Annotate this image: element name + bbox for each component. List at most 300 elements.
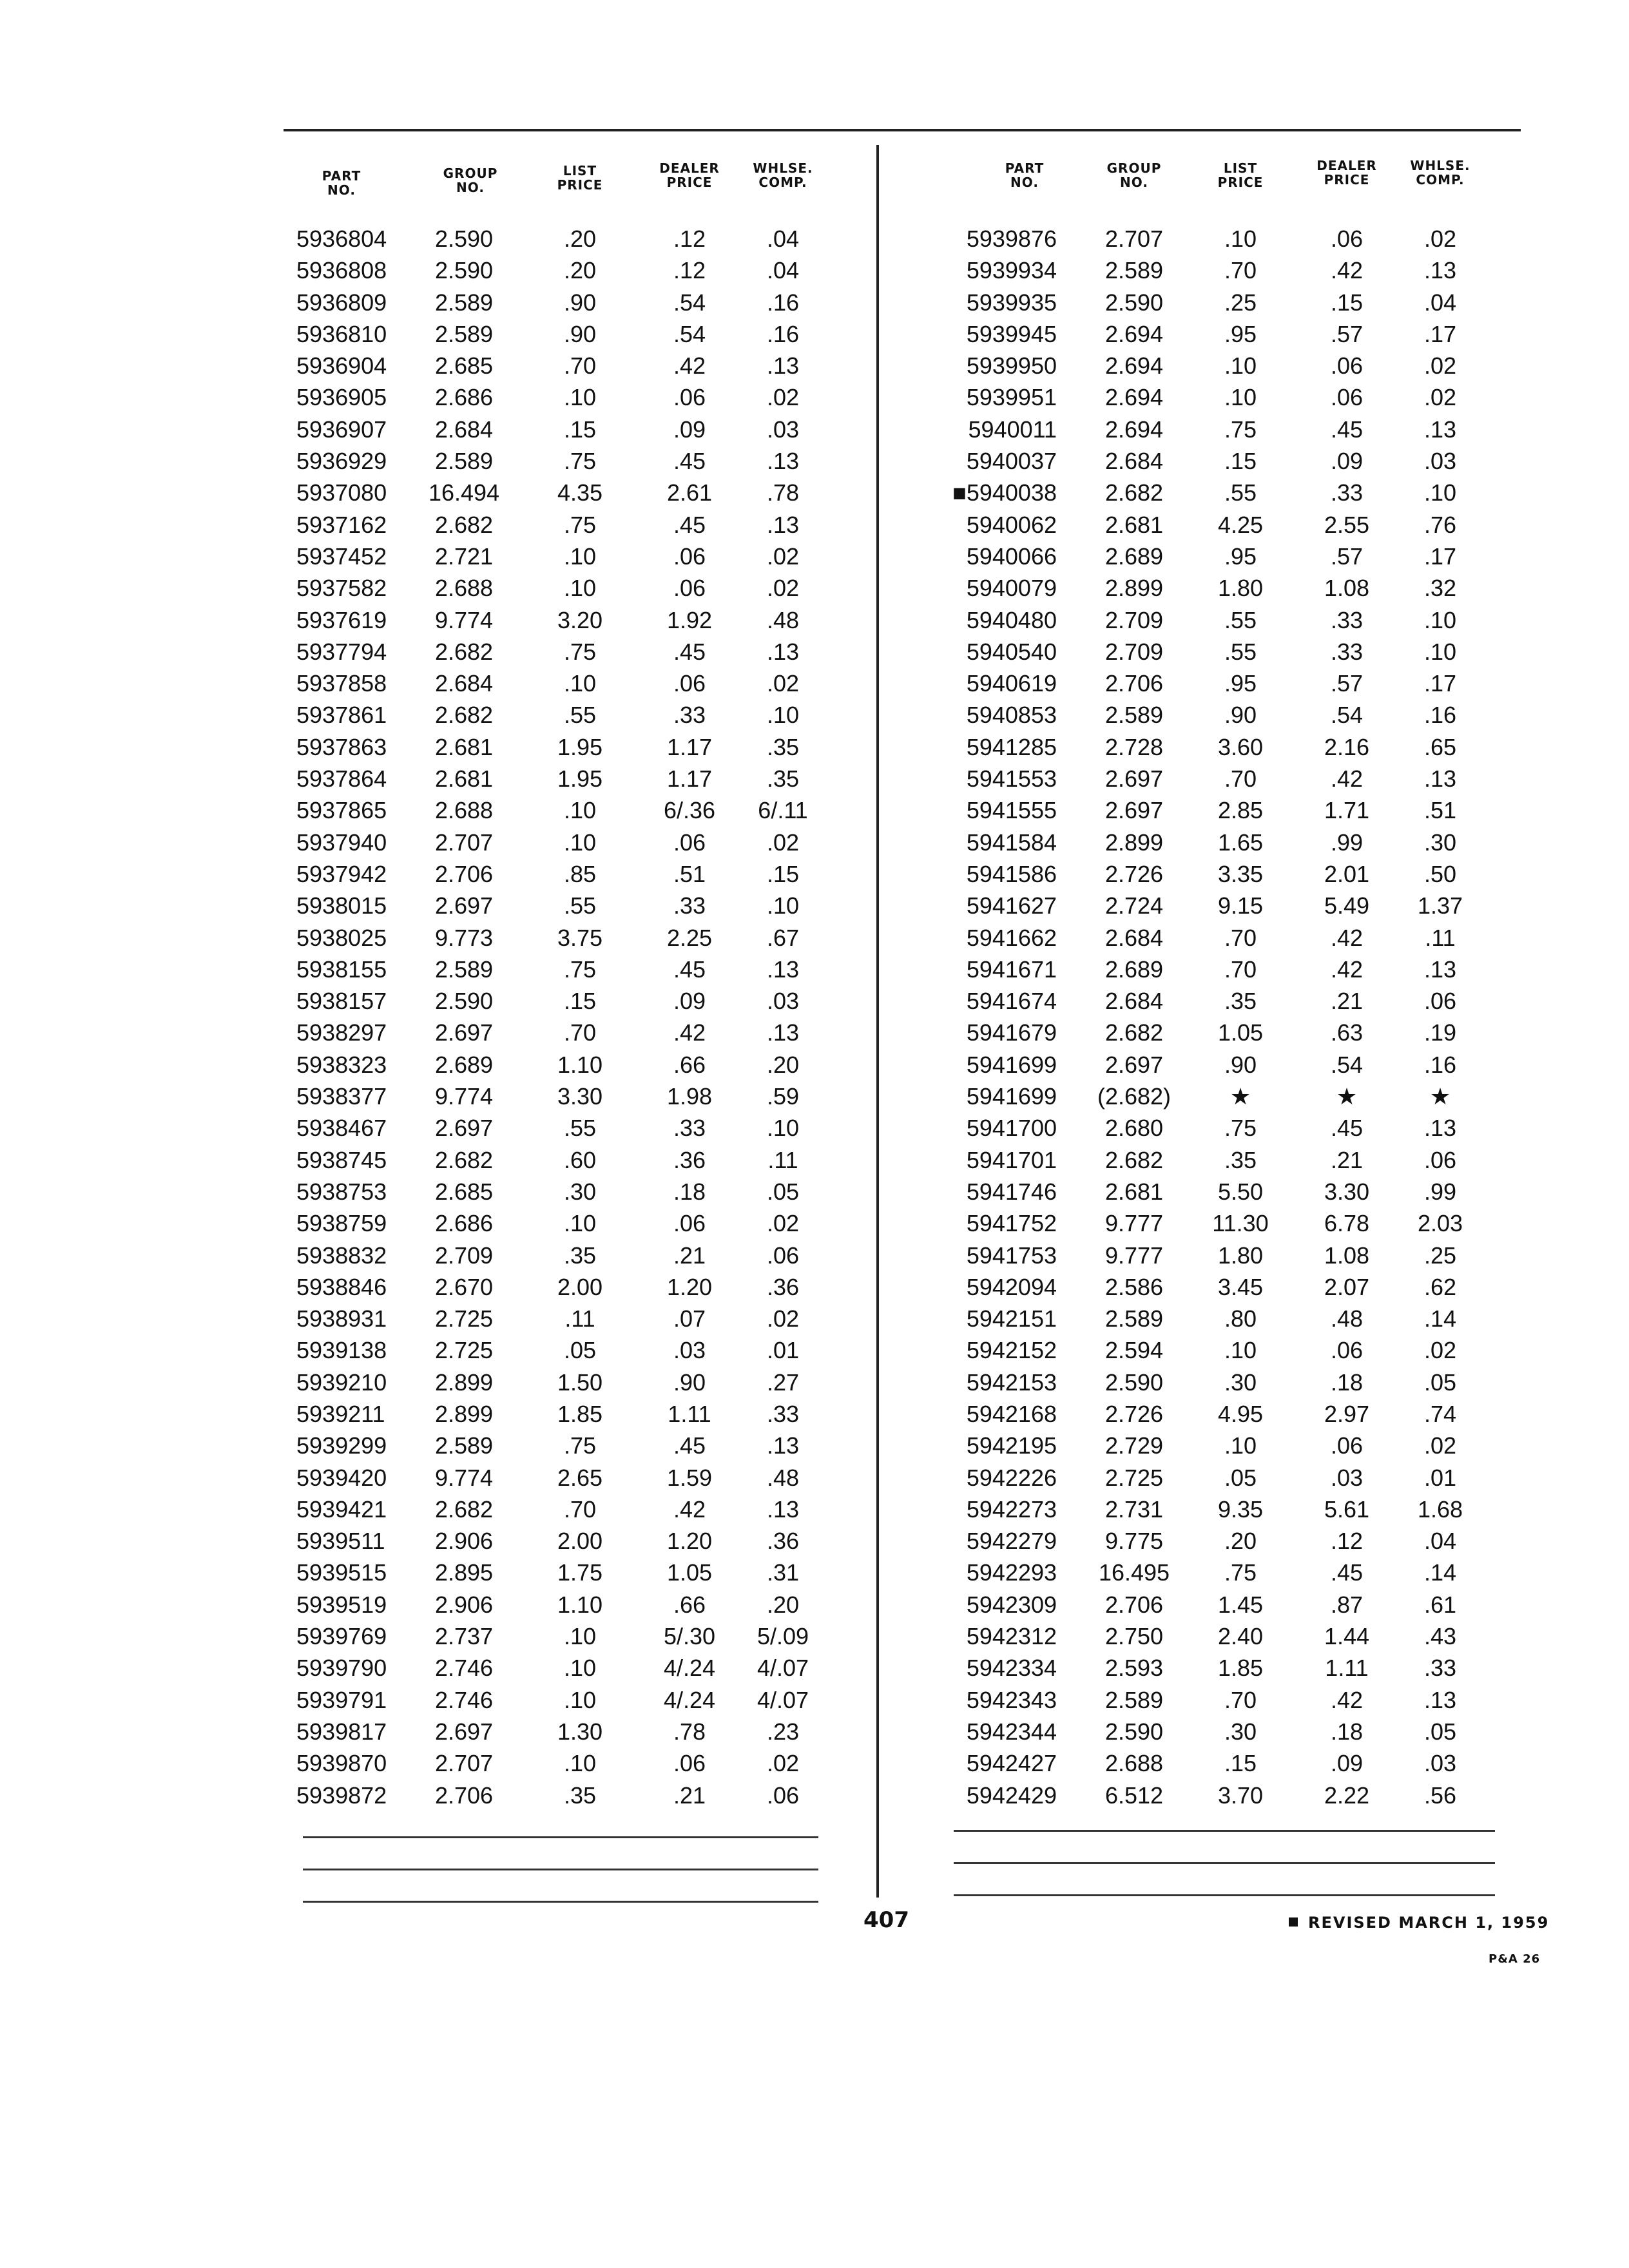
group-no-cell: 2.728 xyxy=(1104,733,1164,760)
part-no-cell: 5938759 xyxy=(296,1210,387,1237)
part-no-cell: 5938931 xyxy=(296,1305,387,1332)
table-row xyxy=(296,1462,825,1494)
table-body xyxy=(941,223,1495,1811)
table-row xyxy=(296,287,825,318)
group-no-cell: 2.682 xyxy=(434,638,494,665)
part-no-cell: 5942153 xyxy=(966,1369,1057,1396)
dealer-price-cell: .63 xyxy=(1330,1019,1364,1046)
list-price-cell: .55 xyxy=(1224,606,1257,633)
dealer-price-cell: 1.08 xyxy=(1324,1242,1370,1269)
group-no-cell: 2.586 xyxy=(1104,1273,1164,1300)
group-no-cell: 2.684 xyxy=(1104,924,1164,951)
list-price-cell: ★ xyxy=(1229,1083,1251,1110)
group-no-cell: 2.681 xyxy=(434,733,494,760)
list-price-cell: 11.30 xyxy=(1212,1210,1269,1237)
whlse-comp-cell: 6/.11 xyxy=(758,797,808,824)
group-no-cell: 2.746 xyxy=(434,1686,494,1713)
part-no-cell: 5942195 xyxy=(966,1432,1057,1459)
group-no-cell: 2.670 xyxy=(434,1273,494,1300)
group-no-cell: 2.729 xyxy=(1104,1432,1164,1459)
group-no-cell: 9.775 xyxy=(1104,1528,1164,1555)
whlse-comp-cell: .13 xyxy=(766,638,800,665)
list-price-cell: .10 xyxy=(1224,352,1257,380)
whlse-comp-cell: .13 xyxy=(1423,1686,1457,1713)
page-code: P&A 26 xyxy=(1489,1952,1541,1966)
group-no-cell: 2.682 xyxy=(434,702,494,729)
whlse-comp-cell: .02 xyxy=(766,575,800,602)
header-list-price: LIST PRICE xyxy=(557,163,603,193)
dealer-price-cell: .06 xyxy=(1330,226,1364,252)
whlse-comp-cell: 2.03 xyxy=(1417,1210,1463,1237)
part-no-cell: 5941752 xyxy=(966,1210,1057,1237)
table-row xyxy=(296,1684,825,1716)
dealer-price-cell: 2.22 xyxy=(1324,1782,1370,1809)
dealer-price-cell: .36 xyxy=(673,1146,706,1173)
part-no-cell: 5937858 xyxy=(296,670,387,697)
group-no-cell: 2.688 xyxy=(1104,1750,1164,1777)
list-price-cell: .85 xyxy=(563,860,597,887)
part-no-cell: 5936904 xyxy=(296,352,387,380)
table-header xyxy=(296,161,825,219)
group-no-cell: 2.697 xyxy=(434,892,494,919)
list-price-cell: 4.95 xyxy=(1217,1400,1264,1427)
table-row xyxy=(941,1240,1495,1271)
dealer-price-cell: .21 xyxy=(673,1242,706,1269)
table-row xyxy=(296,985,825,1017)
table-row xyxy=(941,287,1495,318)
part-no-cell: 5940066 xyxy=(966,543,1057,570)
header-part-no: PART NO. xyxy=(1005,160,1045,190)
table-row xyxy=(296,636,825,668)
list-price-cell: .05 xyxy=(1224,1464,1257,1491)
blank-rule xyxy=(303,1901,818,1903)
group-no-cell: 2.689 xyxy=(1104,956,1164,983)
table-row xyxy=(296,1334,825,1366)
group-no-cell: 16.495 xyxy=(1098,1559,1170,1586)
group-no-cell: 2.906 xyxy=(434,1591,494,1618)
table-row xyxy=(941,1049,1495,1081)
group-no-cell: 2.706 xyxy=(1104,670,1164,697)
table-row xyxy=(296,1112,825,1144)
table-row xyxy=(941,1144,1495,1176)
group-no-cell: 2.682 xyxy=(1104,479,1164,506)
dealer-price-cell: .42 xyxy=(1330,257,1364,284)
whlse-comp-cell: .20 xyxy=(766,1051,800,1078)
dealer-price-cell: .99 xyxy=(1330,829,1364,856)
part-no-cell: 5941674 xyxy=(966,988,1057,1015)
part-no-cell: 5939138 xyxy=(296,1337,387,1364)
group-no-cell: 2.589 xyxy=(434,289,494,316)
group-no-cell: 2.899 xyxy=(1104,575,1164,602)
group-no-cell: 2.899 xyxy=(1104,829,1164,856)
part-no-cell: 5941699 xyxy=(966,1051,1057,1078)
group-no-cell: 2.746 xyxy=(434,1655,494,1682)
dealer-price-cell: .45 xyxy=(673,511,706,538)
dealer-price-cell: .66 xyxy=(673,1051,706,1078)
list-price-cell: .75 xyxy=(563,638,597,665)
header-part-no: PART NO. xyxy=(322,168,361,198)
group-no-cell: 2.590 xyxy=(1104,1718,1164,1745)
list-price-cell: .10 xyxy=(563,1686,597,1713)
dealer-price-cell: .48 xyxy=(1330,1305,1364,1332)
table-row xyxy=(296,827,825,858)
table-row xyxy=(941,1747,1495,1779)
group-no-cell: 9.774 xyxy=(434,606,494,633)
whlse-comp-cell: .10 xyxy=(1423,606,1457,633)
group-no-cell: 2.750 xyxy=(1104,1623,1164,1650)
list-price-cell: 2.00 xyxy=(557,1273,603,1300)
part-no-cell: 5941584 xyxy=(966,829,1057,856)
list-price-cell: 2.65 xyxy=(557,1464,603,1491)
left-parts-table xyxy=(296,161,825,1811)
part-no-cell: 5937864 xyxy=(296,765,387,793)
dealer-price-cell: 2.07 xyxy=(1324,1273,1370,1300)
group-no-cell: 2.681 xyxy=(1104,1178,1164,1205)
table-row xyxy=(941,541,1495,572)
dealer-price-cell: .03 xyxy=(673,1337,706,1364)
list-price-cell: .10 xyxy=(563,384,597,411)
group-no-cell: 9.777 xyxy=(1104,1210,1164,1237)
list-price-cell: .10 xyxy=(563,670,597,697)
list-price-cell: .25 xyxy=(1224,289,1257,316)
list-price-cell: 2.40 xyxy=(1217,1623,1264,1650)
dealer-price-cell: .42 xyxy=(1330,765,1364,793)
table-row xyxy=(941,572,1495,604)
dealer-price-cell: 1.59 xyxy=(666,1464,713,1491)
column-divider xyxy=(876,145,879,1898)
group-no-cell: 2.590 xyxy=(1104,289,1164,316)
whlse-comp-cell: .13 xyxy=(766,1432,800,1459)
part-no-cell: 5941555 xyxy=(966,797,1057,824)
list-price-cell: 1.10 xyxy=(557,1051,603,1078)
dealer-price-cell: .21 xyxy=(1330,988,1364,1015)
whlse-comp-cell: .04 xyxy=(766,257,800,284)
whlse-comp-cell: .04 xyxy=(1423,1528,1457,1555)
list-price-cell: .90 xyxy=(563,289,597,316)
dealer-price-cell: .33 xyxy=(1330,638,1364,665)
part-no-cell: 5937080 xyxy=(296,479,387,506)
dealer-price-cell: .12 xyxy=(673,226,706,252)
group-no-cell: 2.707 xyxy=(434,1750,494,1777)
list-price-cell: .10 xyxy=(1224,1337,1257,1364)
list-price-cell: .75 xyxy=(1224,1559,1257,1586)
dealer-price-cell: .06 xyxy=(1330,384,1364,411)
group-no-cell: 2.589 xyxy=(1104,1305,1164,1332)
part-no-cell: 5942343 xyxy=(966,1686,1057,1713)
table-row xyxy=(941,1271,1495,1303)
blank-rule xyxy=(954,1862,1495,1864)
whlse-comp-cell: .10 xyxy=(766,892,800,919)
table-row xyxy=(941,890,1495,921)
part-no-cell: 5941746 xyxy=(966,1178,1057,1205)
group-no-cell: 2.906 xyxy=(434,1528,494,1555)
group-no-cell: 2.686 xyxy=(434,384,494,411)
whlse-comp-cell: .35 xyxy=(766,765,800,793)
part-no-cell: 5937942 xyxy=(296,860,387,887)
list-price-cell: 4.25 xyxy=(1217,511,1264,538)
list-price-cell: 1.45 xyxy=(1217,1591,1264,1618)
table-row xyxy=(941,1367,1495,1398)
table-row xyxy=(941,954,1495,985)
list-price-cell: 2.85 xyxy=(1217,797,1264,824)
table-row xyxy=(296,1430,825,1461)
part-no-cell: 5940062 xyxy=(966,511,1057,538)
group-no-cell: 2.681 xyxy=(1104,511,1164,538)
table-row xyxy=(296,1017,825,1048)
table-row xyxy=(941,922,1495,954)
header-list-price: LIST PRICE xyxy=(1217,160,1264,190)
group-no-cell: 2.589 xyxy=(434,448,494,475)
dealer-price-cell: .06 xyxy=(673,670,706,697)
part-no-cell: 5942309 xyxy=(966,1591,1057,1618)
table-row xyxy=(941,1207,1495,1239)
part-no-cell: 5941662 xyxy=(966,924,1057,951)
dealer-price-cell: 1.44 xyxy=(1324,1623,1370,1650)
whlse-comp-cell: .19 xyxy=(1423,1019,1457,1046)
list-price-cell: .10 xyxy=(563,575,597,602)
dealer-price-cell: 1.05 xyxy=(666,1559,713,1586)
header-dealer-price: DEALER PRICE xyxy=(1316,158,1377,187)
table-row xyxy=(941,223,1495,255)
part-no-cell: 5940011 xyxy=(968,416,1057,443)
table-row xyxy=(296,1176,825,1207)
list-price-cell: .70 xyxy=(563,1019,597,1046)
list-price-cell: 2.00 xyxy=(557,1528,603,1555)
dealer-price-cell: .12 xyxy=(1330,1528,1364,1555)
dealer-price-cell: .33 xyxy=(673,702,706,729)
part-no-cell: 5941586 xyxy=(966,860,1057,887)
dealer-price-cell: 1.17 xyxy=(666,733,713,760)
group-no-cell: 16.494 xyxy=(428,479,500,506)
part-no-cell: 5942429 xyxy=(966,1782,1057,1809)
table-row xyxy=(296,1620,825,1652)
list-price-cell: .70 xyxy=(1224,765,1257,793)
whlse-comp-cell: .65 xyxy=(1423,733,1457,760)
whlse-comp-cell: .02 xyxy=(766,1750,800,1777)
whlse-comp-cell: 1.37 xyxy=(1417,892,1463,919)
group-no-cell: 2.681 xyxy=(434,765,494,793)
whlse-comp-cell: .48 xyxy=(766,1464,800,1491)
list-price-cell: .05 xyxy=(563,1337,597,1364)
list-price-cell: 1.30 xyxy=(557,1718,603,1745)
group-no-cell: 9.774 xyxy=(434,1464,494,1491)
list-price-cell: .10 xyxy=(563,1623,597,1650)
square-bullet-icon xyxy=(1289,1917,1298,1927)
part-no-cell: 5937162 xyxy=(296,511,387,538)
dealer-price-cell: .45 xyxy=(673,448,706,475)
group-no-cell: 2.682 xyxy=(1104,1146,1164,1173)
dealer-price-cell: .90 xyxy=(673,1369,706,1396)
group-no-cell: 2.694 xyxy=(1104,384,1164,411)
header-group-no: GROUP NO. xyxy=(443,166,498,195)
part-no-cell: 5936808 xyxy=(296,257,387,284)
list-price-cell: .55 xyxy=(563,702,597,729)
dealer-price-cell: 5/.30 xyxy=(663,1623,716,1650)
dealer-price-cell: .06 xyxy=(1330,1432,1364,1459)
part-no-cell: 5942279 xyxy=(966,1528,1057,1555)
list-price-cell: .20 xyxy=(1224,1528,1257,1555)
group-no-cell: 2.694 xyxy=(1104,352,1164,380)
list-price-cell: 1.80 xyxy=(1217,575,1264,602)
list-price-cell: 1.75 xyxy=(557,1559,603,1586)
part-no-cell: 5938157 xyxy=(296,988,387,1015)
dealer-price-cell: 2.61 xyxy=(666,479,713,506)
group-no-cell: 2.685 xyxy=(434,1178,494,1205)
table-row xyxy=(941,1780,1495,1811)
dealer-price-cell: .09 xyxy=(673,416,706,443)
group-no-cell: 2.697 xyxy=(1104,1051,1164,1078)
list-price-cell: .60 xyxy=(563,1146,597,1173)
part-no-cell: 5939515 xyxy=(296,1559,387,1586)
table-row xyxy=(296,1367,825,1398)
whlse-comp-cell: .02 xyxy=(766,1305,800,1332)
part-no-cell: 5939519 xyxy=(296,1591,387,1618)
group-no-cell: 2.686 xyxy=(434,1210,494,1237)
whlse-comp-cell: .31 xyxy=(766,1559,800,1586)
table-row xyxy=(296,414,825,445)
whlse-comp-cell: .03 xyxy=(766,416,800,443)
part-no-cell: 5941753 xyxy=(966,1242,1057,1269)
list-price-cell: 1.05 xyxy=(1217,1019,1264,1046)
list-price-cell: .30 xyxy=(1224,1369,1257,1396)
whlse-comp-cell: .13 xyxy=(1423,765,1457,793)
whlse-comp-cell: .13 xyxy=(1423,956,1457,983)
dealer-price-cell: 2.01 xyxy=(1324,860,1370,887)
list-price-cell: .35 xyxy=(563,1782,597,1809)
dealer-price-cell: .18 xyxy=(673,1178,706,1205)
table-body xyxy=(296,223,825,1811)
dealer-price-cell: 2.97 xyxy=(1324,1400,1370,1427)
list-price-cell: .35 xyxy=(1224,988,1257,1015)
table-row xyxy=(941,1017,1495,1048)
table-row xyxy=(941,1684,1495,1716)
whlse-comp-cell: .11 xyxy=(767,1146,798,1173)
dealer-price-cell: .06 xyxy=(673,575,706,602)
list-price-cell: .15 xyxy=(563,416,597,443)
table-row xyxy=(941,1176,1495,1207)
table-row xyxy=(296,1780,825,1811)
part-no-cell: 5941699 xyxy=(966,1083,1057,1110)
table-row xyxy=(941,1334,1495,1366)
whlse-comp-cell: .36 xyxy=(766,1273,800,1300)
list-price-cell: 9.35 xyxy=(1217,1495,1264,1523)
table-row xyxy=(941,699,1495,731)
whlse-comp-cell: .48 xyxy=(766,606,800,633)
dealer-price-cell: .45 xyxy=(1330,1559,1364,1586)
whlse-comp-cell: .74 xyxy=(1423,1400,1457,1427)
table-row xyxy=(296,1494,825,1525)
whlse-comp-cell: .03 xyxy=(1423,1750,1457,1777)
whlse-comp-cell: .02 xyxy=(1423,384,1457,411)
whlse-comp-cell: .99 xyxy=(1423,1178,1457,1205)
dealer-price-cell: .33 xyxy=(1330,479,1364,506)
part-no-cell: 5939421 xyxy=(296,1495,387,1523)
group-no-cell: 2.593 xyxy=(1104,1655,1164,1682)
part-no-cell: 5939791 xyxy=(296,1686,387,1713)
list-price-cell: 1.50 xyxy=(557,1369,603,1396)
dealer-price-cell: .06 xyxy=(1330,1337,1364,1364)
table-row xyxy=(941,1398,1495,1430)
group-no-cell: 2.725 xyxy=(1104,1464,1164,1491)
table-row xyxy=(296,1652,825,1684)
whlse-comp-cell: .56 xyxy=(1423,1782,1457,1809)
dealer-price-cell: 1.71 xyxy=(1324,797,1370,824)
whlse-comp-cell: .02 xyxy=(766,543,800,570)
list-price-cell: .90 xyxy=(563,320,597,347)
table-row xyxy=(296,954,825,985)
whlse-comp-cell: .17 xyxy=(1423,320,1457,347)
top-rule xyxy=(284,129,1521,131)
whlse-comp-cell: 4/.07 xyxy=(757,1686,809,1713)
list-price-cell: .75 xyxy=(563,956,597,983)
table-row xyxy=(941,477,1495,508)
dealer-price-cell: .54 xyxy=(673,289,706,316)
dealer-price-cell: .07 xyxy=(673,1305,706,1332)
list-price-cell: .20 xyxy=(563,257,597,284)
whlse-comp-cell: .61 xyxy=(1423,1591,1457,1618)
list-price-cell: .10 xyxy=(563,1655,597,1682)
part-no-cell: 5941679 xyxy=(966,1019,1057,1046)
part-no-cell: 5942151 xyxy=(966,1305,1057,1332)
table-row xyxy=(941,985,1495,1017)
group-no-cell: 2.725 xyxy=(434,1337,494,1364)
dealer-price-cell: .54 xyxy=(1330,702,1364,729)
header-whlse-comp: WHLSE. COMP. xyxy=(753,160,813,190)
whlse-comp-cell: .10 xyxy=(766,702,800,729)
revised-note xyxy=(1289,1914,1549,1932)
dealer-price-cell: .12 xyxy=(673,257,706,284)
whlse-comp-cell: .20 xyxy=(766,1591,800,1618)
table-row xyxy=(941,794,1495,826)
table-row xyxy=(296,1716,825,1747)
table-row xyxy=(941,636,1495,668)
list-price-cell: 3.70 xyxy=(1217,1782,1264,1809)
dealer-price-cell: .45 xyxy=(1330,416,1364,443)
whlse-comp-cell: .05 xyxy=(1423,1718,1457,1745)
list-price-cell: .70 xyxy=(563,1495,597,1523)
list-price-cell: 3.45 xyxy=(1217,1273,1264,1300)
group-no-cell: 2.682 xyxy=(434,1495,494,1523)
part-no-cell: 5942427 xyxy=(966,1750,1057,1777)
table-row xyxy=(941,509,1495,541)
dealer-price-cell: .06 xyxy=(1330,352,1364,380)
part-no-cell: 5942312 xyxy=(966,1623,1057,1650)
group-no-cell: 2.709 xyxy=(1104,638,1164,665)
table-row xyxy=(941,1462,1495,1494)
dealer-price-cell: 1.98 xyxy=(666,1083,713,1110)
whlse-comp-cell: .59 xyxy=(766,1083,800,1110)
whlse-comp-cell: .25 xyxy=(1423,1242,1457,1269)
group-no-cell: 2.899 xyxy=(434,1400,494,1427)
whlse-comp-cell: .13 xyxy=(766,1495,800,1523)
whlse-comp-cell: .13 xyxy=(1423,416,1457,443)
list-price-cell: .75 xyxy=(563,1432,597,1459)
whlse-comp-cell: .14 xyxy=(1423,1305,1457,1332)
group-no-cell: 2.707 xyxy=(434,829,494,856)
part-no-cell: 5937619 xyxy=(296,606,387,633)
group-no-cell: 2.682 xyxy=(1104,1019,1164,1046)
part-no-cell: 5941627 xyxy=(966,892,1057,919)
part-no-cell: 5940037 xyxy=(966,448,1057,475)
dealer-price-cell: .45 xyxy=(673,1432,706,1459)
list-price-cell: .10 xyxy=(563,1210,597,1237)
blank-rule xyxy=(954,1894,1495,1896)
whlse-comp-cell: .02 xyxy=(766,829,800,856)
dealer-price-cell: .57 xyxy=(1330,543,1364,570)
dealer-price-cell: .15 xyxy=(1330,289,1364,316)
table-row xyxy=(941,1303,1495,1334)
group-no-cell: 2.697 xyxy=(434,1019,494,1046)
